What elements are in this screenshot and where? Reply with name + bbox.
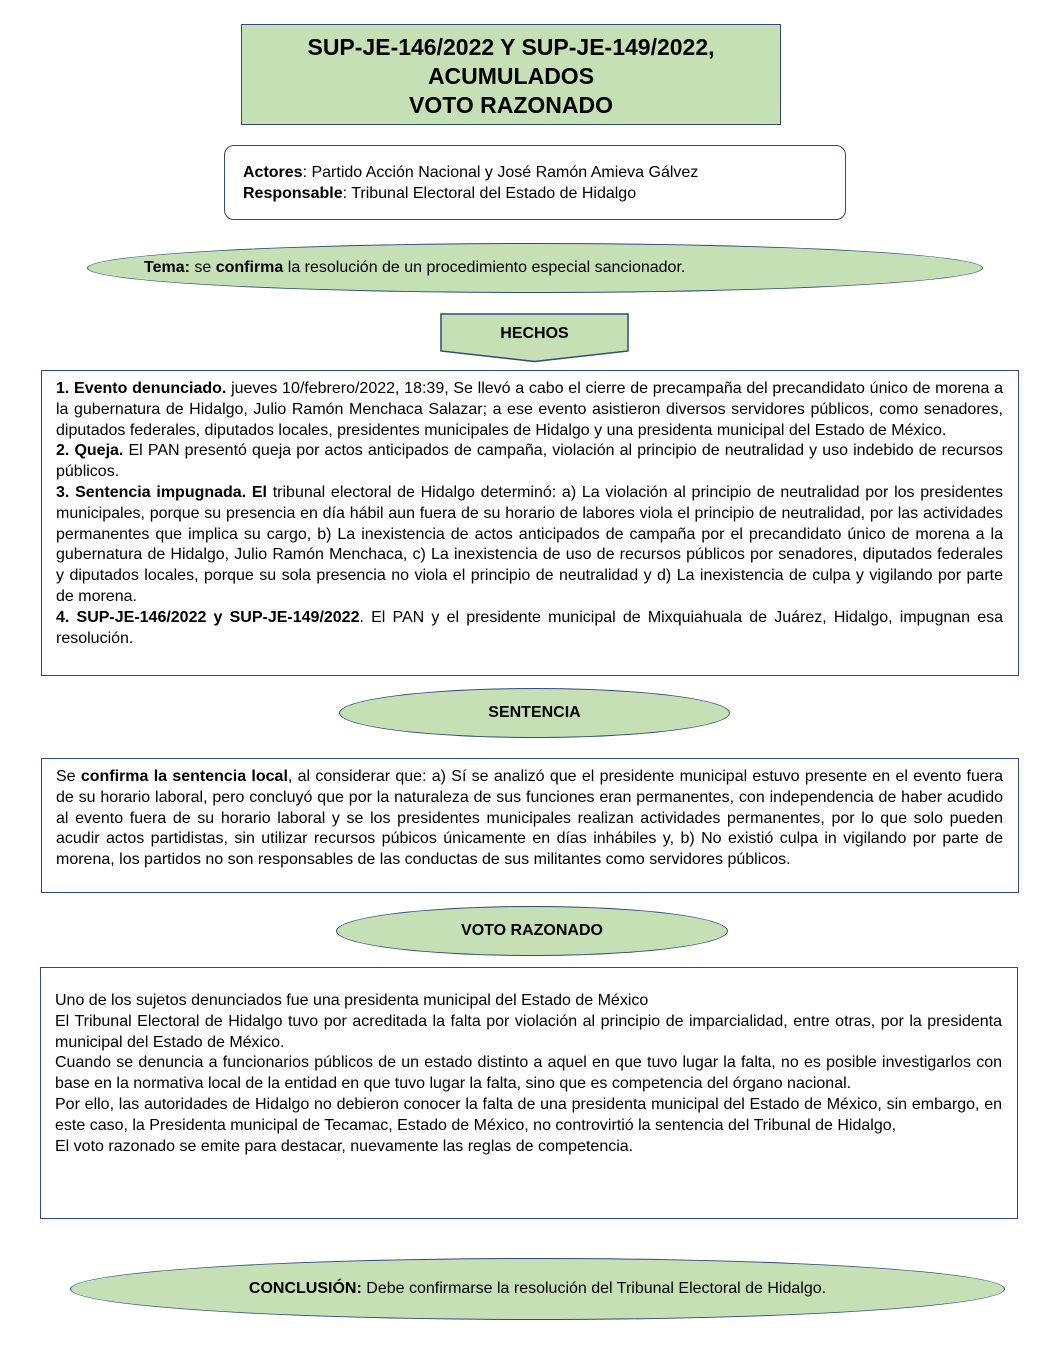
hechos-heading-shape <box>440 313 630 363</box>
title-line-3: VOTO RAZONADO <box>408 92 614 118</box>
hechos-item-1 <box>56 379 1003 441</box>
conclusion-oval <box>70 1258 1005 1320</box>
actores-line <box>243 162 845 183</box>
parties-box <box>224 145 846 220</box>
hechos-item-4-text: . El PAN y el presidente municipal de Mixquiahuala de Juárez, Hidalgo, impugnan esa resolución. <box>56 608 1004 647</box>
hechos-item-2-label: 2. Queja. <box>56 442 124 460</box>
conclusion-label: CONCLUSIÓN: <box>248 1280 362 1297</box>
tema-bold: confirma <box>215 259 284 276</box>
sentencia-text: , al considerar que: a) Sí se analizó que el presidente municipal estuvo presente en el evento fuera de su horario laboral, pero concluyó que por la naturaleza de sus funciones eran permanentes, con independencia de haber acudido al evento fuera de su horario laboral y se los presidentes municipales realizan actividades permanentes, por lo que solo pueden acudir actos partidistas, sin utilizar recursos púbicos únicamente en días inhábiles y, b) No existió culpa in vigilando por parte de morena, los partidos no son responsables de las conductas de sus militantes como servidores públicos. <box>56 768 1004 869</box>
hechos-heading: HECHOS <box>500 325 569 342</box>
hechos-item-3-text: tribunal electoral de Hidalgo determinó: a) La violación al principio de neutralidad por los presidentes municipales, porque su presencia en día hábil aun fuera de su horario de labores viola el principio de neutralidad, por las actividades permanentes que implica su cargo, b) La inexistencia de actos anticipados de campaña por el precandidato único de morena a la gubernatura de Hidalgo, Julio Ramón Menchaca, c) La inexistencia de uso de recursos públicos por senadores, diputados federales y diputados locales, porque su sola presencia no viola el principio de neutralidad y d) La inexistencia de culpa y vigilando por parte de morena. <box>56 483 1003 605</box>
hechos-item-4-label: 4. SUP-JE-146/2022 y SUP-JE-149/2022 <box>56 608 360 626</box>
hechos-item-2-text: El PAN presentó queja por actos anticipados de campaña, violación al principio de neutralidad y uso indebido de recursos públicos. <box>56 442 1003 481</box>
hechos-item-2 <box>56 441 1003 483</box>
tema-label: Tema: <box>144 259 190 276</box>
actores-label: Actores <box>243 164 303 181</box>
hechos-item-1-text: jueves 10/febrero/2022, 18:39, Se llevó a cabo el cierre de precampaña del precandidato único de morena a la gubernatura de Hidalgo, Julio Ramón Menchaca Salazar; a ese evento asistieron diversos servidores públicos, como senadores, diputados federales, diputados locales, presidentes municipales de Hidalgo y una presidenta municipal del Estado de México. <box>56 380 1004 439</box>
voto-paragraph: El Tribunal Electoral de Hidalgo tuvo por acreditada la falta por violación al principio de imparcialidad, entre otras, por la presidenta municipal del Estado de México. <box>55 1012 1002 1051</box>
voto-box <box>40 967 1018 1219</box>
sentencia-pre: Se <box>56 768 81 785</box>
voto-heading: VOTO RAZONADO <box>461 922 603 939</box>
responsable-value: : Tribunal Electoral del Estado de Hidalgo <box>342 185 637 202</box>
hechos-item-1-label: 1. Evento denunciado. <box>56 380 227 397</box>
tema-rest: la resolución de un procedimiento especial sancionador. <box>283 259 686 276</box>
hechos-item-3 <box>56 483 1003 608</box>
responsable-label: Responsable <box>243 185 343 202</box>
sentencia-bold: confirma la sentencia local <box>80 768 288 785</box>
voto-paragraph: Cuando se denuncia a funcionarios públicos de un estado distinto a aquel en que tuvo lugar la falta, no es posible investigarlos con base en la normativa local de la entidad en que tuvo lugar la falta, sino que es competencia del órgano nacional. <box>55 1054 1002 1093</box>
hechos-item-4 <box>56 608 1003 650</box>
voto-paragraph: El voto razonado se emite para destacar, nuevamente las reglas de competencia. <box>55 1137 634 1155</box>
conclusion-text: Debe confirmarse la resolución del Tribunal Electoral de Hidalgo. <box>361 1280 827 1297</box>
tema-mid: se <box>189 259 216 276</box>
tema-oval <box>87 243 983 293</box>
sentencia-heading: SENTENCIA <box>488 704 581 721</box>
title-line-2: ACUMULADOS <box>427 63 595 89</box>
title-line-1: SUP-JE-146/2022 Y SUP-JE-149/2022, <box>307 34 715 60</box>
voto-paragraph: Por ello, las autoridades de Hidalgo no debieron conocer la falta de una presidenta municipal del Estado de México, sin embargo, en este caso, la Presidenta municipal de Tecamac, Estado de México, no controvirtió la sentencia del Tribunal de Hidalgo, <box>55 1095 1002 1134</box>
voto-paragraph: Uno de los sujetos denunciados fue una presidenta municipal del Estado de México <box>55 992 649 1009</box>
hechos-box <box>41 370 1019 676</box>
hechos-item-3-label: 3. Sentencia impugnada. El <box>56 483 267 501</box>
document-title-box <box>241 24 781 125</box>
sentencia-heading-oval <box>339 688 730 738</box>
actores-value: : Partido Acción Nacional y José Ramón Amieva Gálvez <box>302 164 699 181</box>
responsable-line <box>243 183 845 204</box>
voto-heading-oval <box>336 906 728 956</box>
sentencia-box <box>41 758 1019 893</box>
